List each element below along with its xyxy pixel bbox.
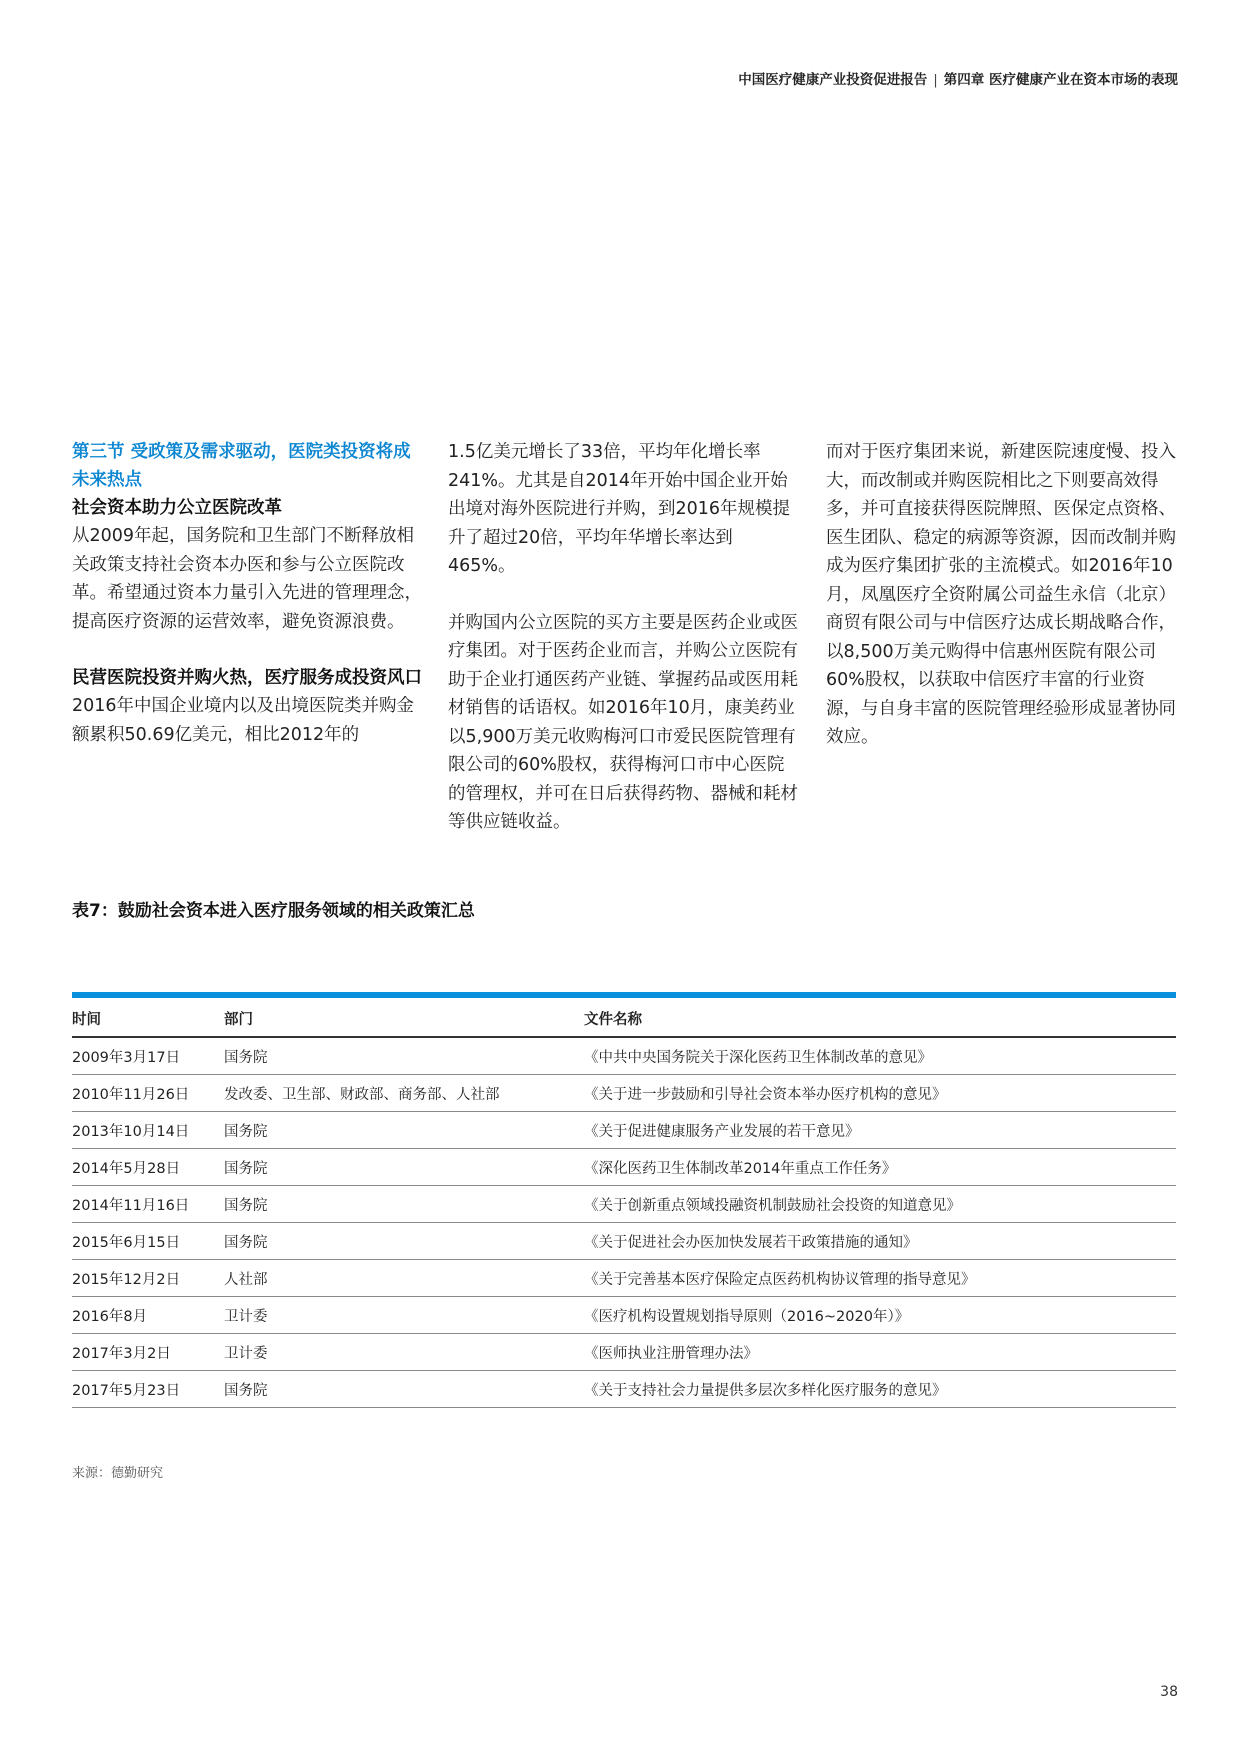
subsection-body-2: 2016年中国企业境内以及出境医院类并购金额累积50.69亿美元，相比2012年的 bbox=[72, 696, 415, 745]
header-document: 文件名称 bbox=[584, 1000, 1176, 1037]
table-row bbox=[72, 1075, 1176, 1112]
header-date: 时间 bbox=[72, 1000, 224, 1037]
column-3 bbox=[826, 438, 1176, 752]
cell-document: 《关于进一步鼓励和引导社会资本举办医疗机构的意见》 bbox=[584, 1075, 1176, 1112]
table-row bbox=[72, 1186, 1176, 1223]
table-row bbox=[72, 1149, 1176, 1186]
cell-department: 国务院 bbox=[224, 1223, 584, 1260]
cell-document: 《关于创新重点领域投融资机制鼓励社会投资的知道意见》 bbox=[584, 1186, 1176, 1223]
column-2-para-1: 1.5亿美元增长了33倍，平均年化增长率241%。尤其是自2014年开始中国企业开始出境对海外医院进行并购，到2016年规模提升了超过20倍，平均年华增长率达到465%。 bbox=[448, 442, 791, 576]
column-2-para-2: 并购国内公立医院的买方主要是医药企业或医疗集团。对于医药企业而言，并购公立医院有助于企业打通医药产业链、掌握药品或医用耗材销售的话语权。如2016年10月，康美药业以5,900万美元收购梅河口市爱民医院管理有限公司的60%股权，获得梅河口市中心医院的管理权，并可在日后获得药物、器械和耗材等供应链收益。 bbox=[448, 612, 798, 832]
cell-document: 《医师执业注册管理办法》 bbox=[584, 1334, 1176, 1371]
cell-document: 《关于促进健康服务产业发展的若干意见》 bbox=[584, 1112, 1176, 1149]
cell-department: 卫计委 bbox=[224, 1297, 584, 1334]
header-department: 部门 bbox=[224, 1000, 584, 1037]
cell-document: 《中共中央国务院关于深化医药卫生体制改革的意见》 bbox=[584, 1037, 1176, 1075]
cell-department: 国务院 bbox=[224, 1186, 584, 1223]
cell-department: 国务院 bbox=[224, 1371, 584, 1408]
table-top-rule bbox=[72, 992, 1176, 998]
cell-department: 发改委、卫生部、财政部、商务部、人社部 bbox=[224, 1075, 584, 1112]
column-1 bbox=[72, 438, 422, 749]
page-number: 38 bbox=[1160, 1684, 1178, 1700]
cell-date: 2015年12月2日 bbox=[72, 1260, 224, 1297]
cell-department: 国务院 bbox=[224, 1112, 584, 1149]
table-header-row bbox=[72, 1000, 1176, 1037]
cell-date: 2015年6月15日 bbox=[72, 1223, 224, 1260]
table-row bbox=[72, 1297, 1176, 1334]
cell-document: 《医疗机构设置规划指导原则（2016~2020年）》 bbox=[584, 1297, 1176, 1334]
column-2 bbox=[448, 438, 800, 837]
table-row bbox=[72, 1112, 1176, 1149]
cell-document: 《关于支持社会力量提供多层次多样化医疗服务的意见》 bbox=[584, 1371, 1176, 1408]
subsection-title-1: 社会资本助力公立医院改革 bbox=[72, 498, 282, 518]
table-row bbox=[72, 1037, 1176, 1075]
table-row bbox=[72, 1260, 1176, 1297]
cell-document: 《关于促进社会办医加快发展若干政策措施的通知》 bbox=[584, 1223, 1176, 1260]
table-row bbox=[72, 1334, 1176, 1371]
cell-document: 《关于完善基本医疗保险定点医药机构协议管理的指导意见》 bbox=[584, 1260, 1176, 1297]
subsection-title-2: 民营医院投资并购火热，医疗服务成投资风口 bbox=[72, 668, 422, 688]
cell-document: 《深化医药卫生体制改革2014年重点工作任务》 bbox=[584, 1149, 1176, 1186]
source-note: 来源：德勤研究 bbox=[72, 1466, 164, 1481]
cell-date: 2013年10月14日 bbox=[72, 1112, 224, 1149]
cell-date: 2017年5月23日 bbox=[72, 1371, 224, 1408]
column-3-para-1: 而对于医疗集团来说，新建医院速度慢、投入大，而改制或并购医院相比之下则要高效得多，并可直接获得医院牌照、医保定点资格、医生团队、稳定的病源等资源，因而改制并购成为医疗集团扩张的主流模式。如2016年10月，凤凰医疗全资附属公司益生永信（北京）商贸有限公司与中信医疗达成长期战略合作，以8,500万美元购得中信惠州医院有限公司60%股权，以获取中信医疗丰富的行业资源，与自身丰富的医院管理经验形成显著协同效应。 bbox=[826, 442, 1176, 747]
section-title: 第三节 受政策及需求驱动，医院类投资将成未来热点 bbox=[72, 442, 411, 490]
cell-department: 国务院 bbox=[224, 1037, 584, 1075]
cell-date: 2014年5月28日 bbox=[72, 1149, 224, 1186]
table-row bbox=[72, 1223, 1176, 1260]
header-separator: | bbox=[933, 72, 938, 88]
page-header bbox=[738, 68, 1178, 88]
policy-table bbox=[72, 1000, 1176, 1408]
cell-date: 2014年11月16日 bbox=[72, 1186, 224, 1223]
cell-department: 卫计委 bbox=[224, 1334, 584, 1371]
table-title: 表7：鼓励社会资本进入医疗服务领域的相关政策汇总 bbox=[72, 901, 475, 921]
cell-date: 2009年3月17日 bbox=[72, 1037, 224, 1075]
cell-department: 国务院 bbox=[224, 1149, 584, 1186]
subsection-body-1: 从2009年起，国务院和卫生部门不断释放相关政策支持社会资本办医和参与公立医院改革。希望通过资本力量引入先进的管理理念，提高医疗资源的运营效率，避免资源浪费。 bbox=[72, 526, 422, 632]
cell-date: 2010年11月26日 bbox=[72, 1075, 224, 1112]
table-row bbox=[72, 1371, 1176, 1408]
cell-department: 人社部 bbox=[224, 1260, 584, 1297]
report-title: 中国医疗健康产业投资促进报告 bbox=[738, 72, 928, 88]
chapter-title: 第四章 医疗健康产业在资本市场的表现 bbox=[943, 72, 1178, 88]
cell-date: 2017年3月2日 bbox=[72, 1334, 224, 1371]
cell-date: 2016年8月 bbox=[72, 1297, 224, 1334]
